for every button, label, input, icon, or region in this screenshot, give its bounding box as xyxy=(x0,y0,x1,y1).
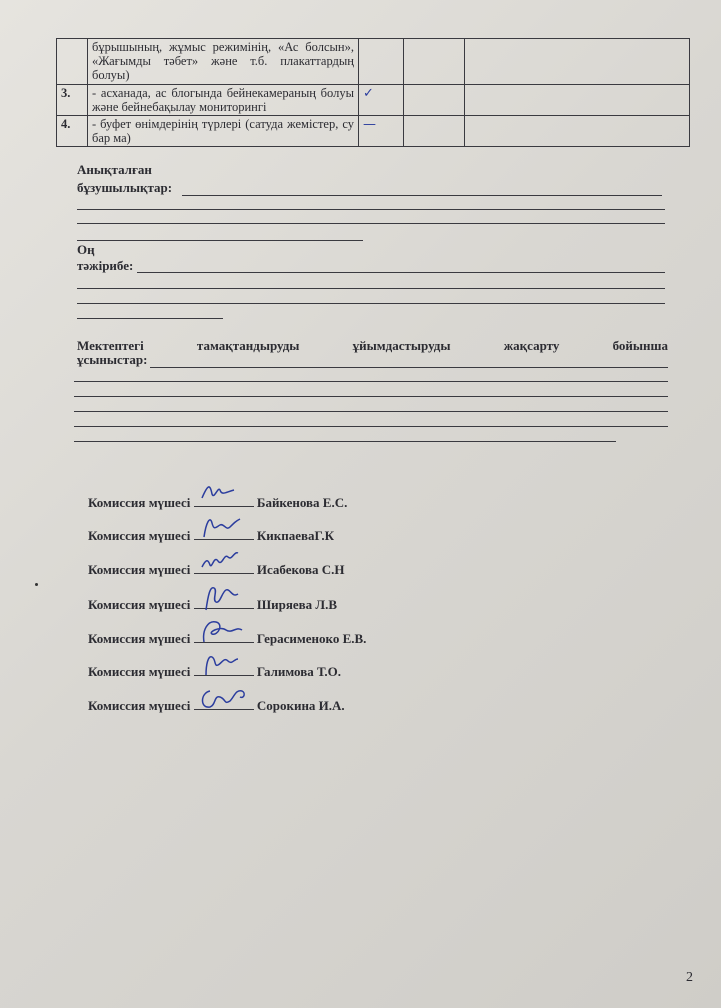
signature-role: Комиссия мүшесі xyxy=(88,597,191,612)
signature-blank xyxy=(194,630,254,643)
table-cell xyxy=(404,39,465,85)
fill-line xyxy=(77,209,665,210)
positive-label-line2: тәжірибе: xyxy=(77,258,134,273)
signature-line xyxy=(88,697,345,714)
signature-line xyxy=(88,596,337,613)
table-row xyxy=(57,85,690,116)
fill-line xyxy=(182,195,662,196)
fill-line xyxy=(150,367,668,368)
dash-mark: — xyxy=(363,117,376,132)
member-name: Байкенова Е.С. xyxy=(256,495,348,510)
table-row xyxy=(57,39,690,85)
fill-line xyxy=(74,396,668,397)
fill-line xyxy=(137,272,665,273)
table-row xyxy=(57,116,690,147)
table-cell xyxy=(359,39,404,85)
heading-word: бойынша xyxy=(612,338,668,353)
member-name: Герасименоко Е.В. xyxy=(256,631,367,646)
signature-line xyxy=(88,630,366,647)
table-cell xyxy=(404,116,465,147)
signature-blank xyxy=(194,663,254,676)
signature-role: Комиссия мүшесі xyxy=(88,698,191,713)
table-cell xyxy=(465,116,690,147)
table-cell xyxy=(404,85,465,116)
handwritten-signature-6 xyxy=(198,649,242,677)
signature-line xyxy=(88,561,345,578)
inspection-table xyxy=(56,38,690,147)
table-cell xyxy=(359,85,404,116)
page-number: 2 xyxy=(686,970,693,985)
handwritten-signature-1 xyxy=(198,480,238,504)
handwritten-signature-2 xyxy=(198,513,242,541)
member-name: Сорокина И.А. xyxy=(256,698,345,713)
signature-role: Комиссия мүшесі xyxy=(88,631,191,646)
fill-line xyxy=(74,441,616,442)
member-name: Исабекова С.Н xyxy=(256,562,345,577)
heading-word: жақсарту xyxy=(503,338,560,353)
member-name: Галимова Т.О. xyxy=(256,664,341,679)
fill-line xyxy=(74,411,668,412)
handwritten-signature-7 xyxy=(198,683,248,713)
fill-line xyxy=(77,223,665,224)
handwritten-signature-3 xyxy=(198,547,242,575)
signature-blank xyxy=(194,527,254,540)
signature-blank xyxy=(194,596,254,609)
fill-line xyxy=(77,303,665,304)
row-description: - буфет өнімдерінің түрлері (сатуда жемістер, су бар ма) xyxy=(88,116,359,147)
signature-role: Комиссия мүшесі xyxy=(88,495,191,510)
row-number: 3. xyxy=(57,85,88,116)
signature-role: Комиссия мүшесі xyxy=(88,562,191,577)
fill-line xyxy=(74,426,668,427)
suggestions-heading xyxy=(77,338,668,354)
heading-word: Мектептегі xyxy=(77,338,144,353)
signature-role: Комиссия мүшесі xyxy=(88,528,191,543)
positive-label-line1: Оң xyxy=(77,242,95,257)
signature-line xyxy=(88,663,341,680)
fill-line xyxy=(74,381,668,382)
violations-label-line2: бұзушылықтар: xyxy=(77,180,173,195)
table-cell xyxy=(359,116,404,147)
member-name: КикпаеваГ.К xyxy=(256,528,335,543)
signature-blank xyxy=(194,697,254,710)
signature-line xyxy=(88,494,347,511)
signature-line xyxy=(88,527,334,544)
heading-word: тамақтандыруды xyxy=(196,338,300,353)
fill-line xyxy=(77,288,665,289)
stray-dot xyxy=(35,583,38,586)
signature-role: Комиссия мүшесі xyxy=(88,664,191,679)
member-name: Ширяева Л.В xyxy=(256,597,338,612)
table-cell xyxy=(465,85,690,116)
fill-line xyxy=(77,240,363,241)
signature-blank xyxy=(194,494,254,507)
row-number: 4. xyxy=(57,116,88,147)
handwritten-signature-4 xyxy=(198,582,242,612)
suggestions-label-line2: ұсыныстар: xyxy=(77,352,148,367)
heading-word: ұйымдастыруды xyxy=(352,338,451,353)
check-mark: ✓ xyxy=(363,86,374,101)
row-description: - асханада, ас блогында бейнекамераның болуы және бейнебақылау мониторингі xyxy=(88,85,359,116)
row-description: бұрышының, жұмыс режимінің, «Ас болсын», «Жағымды тәбет» және т.б. плакаттардың болуы) xyxy=(88,39,359,85)
signature-blank xyxy=(194,561,254,574)
table-cell xyxy=(465,39,690,85)
row-number xyxy=(57,39,88,85)
fill-line xyxy=(77,318,223,319)
handwritten-signature-5 xyxy=(198,616,244,646)
violations-label-line1: Анықталған xyxy=(77,162,152,177)
